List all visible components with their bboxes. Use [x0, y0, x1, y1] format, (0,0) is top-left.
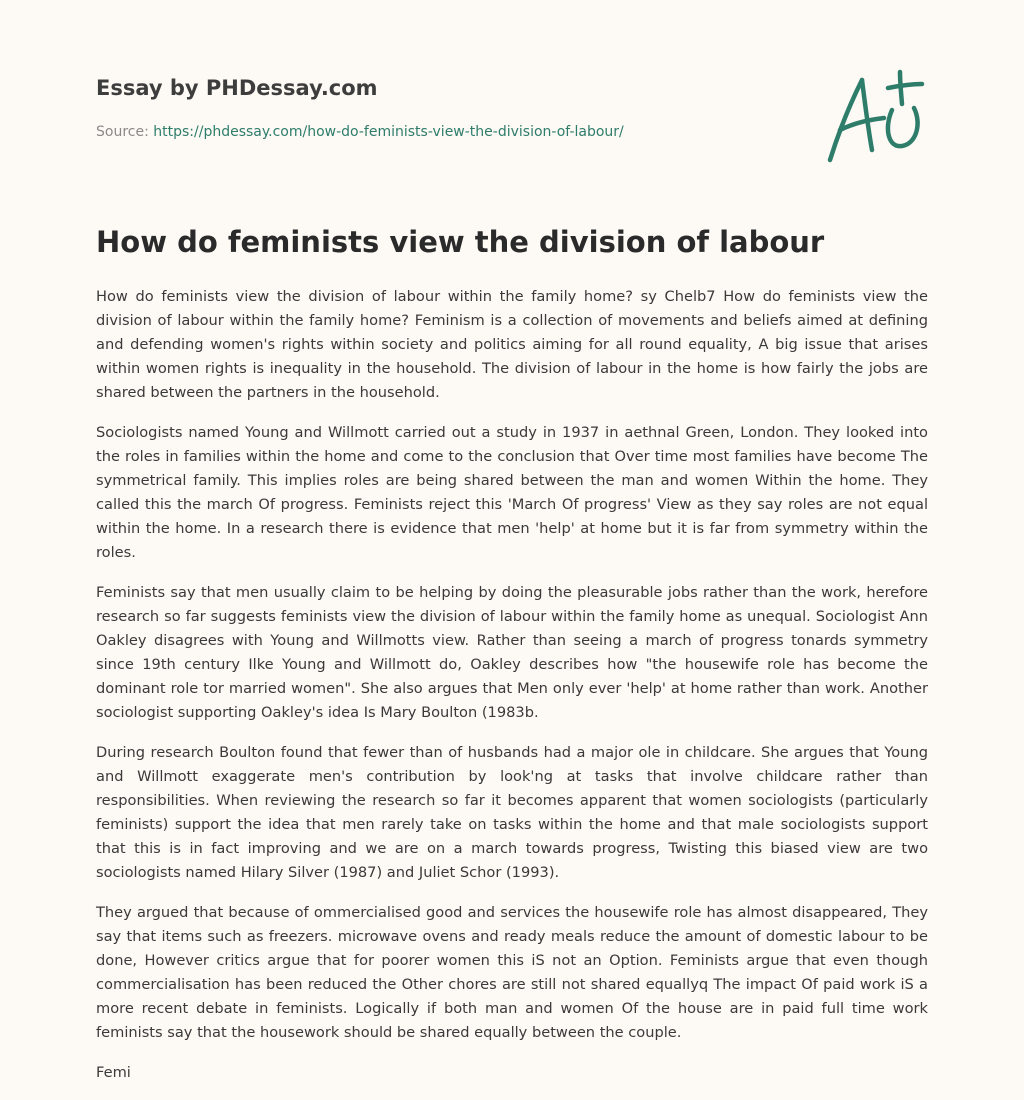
- paragraph: Femi: [96, 1064, 131, 1081]
- paragraph: During research Boulton found that fewer than of husbands had a major ole in childcare. She argues that Young and Willmott exaggerate men's contribution by look'ng at tasks that involve childcare rather than responsibilities. When reviewing the research so far it becomes apparent that women sociologists (particularly feminists) support the idea that men rarely take on tasks within the home and that male sociologists support that this is in fact improving and we are on a march towards progress, Twisting this biased view are two sociologists named Hilary Silver (1987) and Juliet Schor (1993).: [96, 744, 928, 881]
- brand-title: Essay by PHDessay.com: [96, 76, 378, 100]
- paragraph: They argued that because of ommercialised good and services the housewife role has almost disappeared, They say that items such as freezers. microwave ovens and ready meals reduce the amount of domestic labour to be done, However critics argue that for poorer women this iS not an Option. Feminists argue that even though commercialisation has been reduced the Other chores are still not shared equallyq The impact Of paid work iS a more recent debate in feminists. Logically if both man and women Of the house are in paid full time work feminists say that the housework should be shared equally between the couple.: [96, 904, 928, 1041]
- source-link[interactable]: https://phdessay.com/how-do-feminists-view-the-division-of-labour/: [153, 124, 624, 140]
- source-line: [96, 124, 624, 140]
- article-body: [96, 285, 928, 1085]
- source-label: Source:: [96, 124, 154, 140]
- article-title: How do feminists view the division of labour: [96, 225, 825, 259]
- a-plus-icon: [822, 66, 932, 166]
- paragraph: Feminists say that men usually claim to be helping by doing the pleasurable jobs rather than the work, herefore research so far suggests feminists view the division of labour within the family home as unequal. Sociologist Ann Oakley disagrees with Young and Willmotts view. Rather than seeing a march of progress tonards symmetry since 19th century Ilke Young and Willmott do, Oakley describes how "the housewife role has become the dominant role tor married women". She also argues that Men only ever 'help' at home rather than work. Another sociologist supporting Oakley's idea Is Mary Boulton (1983b.: [96, 584, 928, 721]
- paragraph: How do feminists view the division of labour within the family home? sy Chelb7 How do feminists view the division of labour within the family home? Feminism is a collection of movements and beliefs aimed at defining and defending women's rights within society and politics aiming for all round equality, A big issue that arises within women rights is inequality in the household. The division of labour in the home is how fairly the jobs are shared between the partners in the household.: [96, 288, 928, 401]
- paragraph: Sociologists named Young and Willmott carried out a study in 1937 in aethnal Green, London. They looked into the roles in families within the home and come to the conclusion that Over time most families have become The symmetrical family. This implies roles are being shared between the man and women Within the home. They called this the march Of progress. Feminists reject this 'March Of progress' View as they say roles are not equal within the home. In a research there is evidence that men 'help' at home but it is far from symmetry within the roles.: [96, 424, 928, 561]
